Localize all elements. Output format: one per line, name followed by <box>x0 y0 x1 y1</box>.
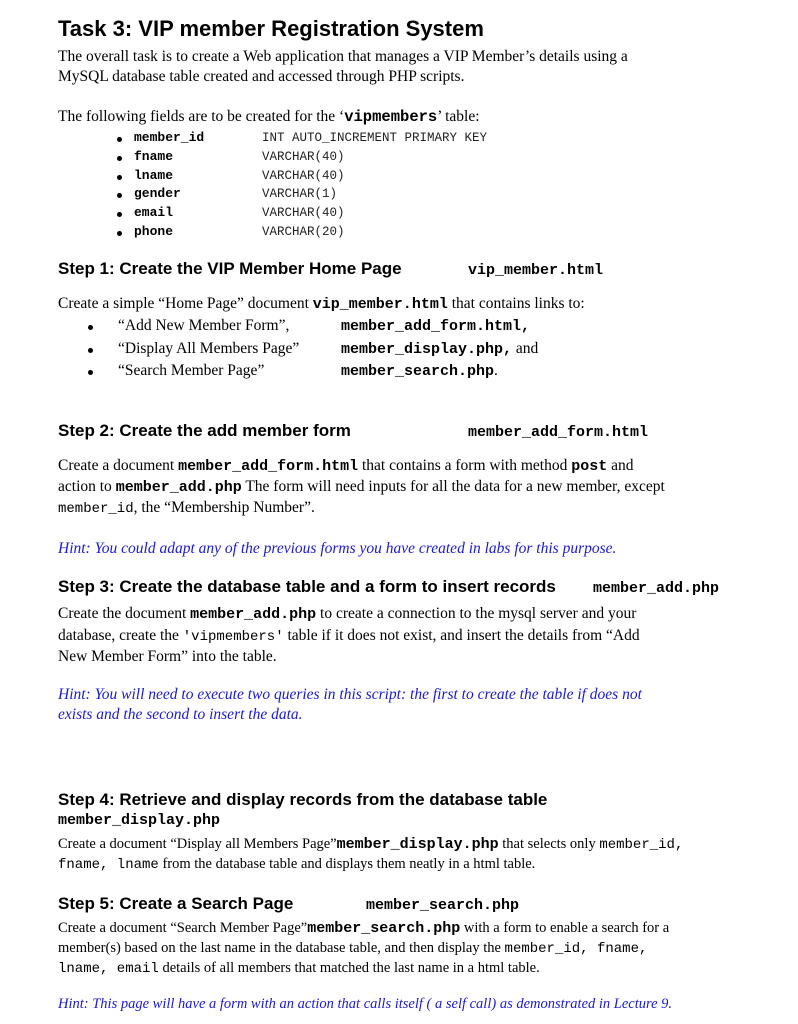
field-type: INT AUTO_INCREMENT PRIMARY KEY <box>262 131 488 145</box>
step5-line-2: member(s) based on the last name in the database table, and then display the member_id, fname, <box>58 940 648 957</box>
intro-line-1: The overall task is to create a Web application that manages a VIP Member’s details using a <box>58 48 628 65</box>
step3-file: member_add.php <box>593 580 720 597</box>
bullet-icon <box>117 193 122 198</box>
bullet-icon <box>88 325 93 330</box>
step3-line-3: New Member Form” into the table. <box>58 648 277 665</box>
step5-hint: Hint: This page will have a form with an action that calls itself ( a self call) as demonstrated in Lecture 9. <box>58 996 673 1012</box>
step2-line-3: member_id, the “Membership Number”. <box>58 499 315 517</box>
link-file: member_add_form.html, <box>341 318 531 335</box>
step4-file: member_display.php <box>58 812 221 829</box>
bullet-icon <box>117 231 122 236</box>
field-type: VARCHAR(40) <box>262 150 345 164</box>
bullet-icon <box>88 348 93 353</box>
step4-line-1: Create a document “Display all Members Page”member_display.php that selects only member_id, <box>58 836 684 853</box>
step2-file: member_add_form.html <box>468 424 649 441</box>
step5-line-3: lname, email details of all members that matched the last name in a html table. <box>58 960 540 977</box>
field-type: VARCHAR(20) <box>262 225 345 239</box>
link-file: member_search.php. <box>341 362 498 380</box>
fields-intro: The following fields are to be created for the ‘vipmembers’ table: <box>58 108 480 126</box>
step4-heading: Step 4: Retrieve and display records from the database table <box>58 790 548 809</box>
bullet-icon <box>117 137 122 142</box>
field-type: VARCHAR(40) <box>262 206 345 220</box>
field-name: gender <box>134 186 181 201</box>
bullet-icon <box>117 175 122 180</box>
step1-heading: Step 1: Create the VIP Member Home Page <box>58 259 402 278</box>
bullet-icon <box>88 370 93 375</box>
step3-heading: Step 3: Create the database table and a form to insert records <box>58 577 556 596</box>
step2-heading: Step 2: Create the add member form <box>58 421 351 440</box>
link-label: “Search Member Page” <box>118 362 265 379</box>
step5-line-1: Create a document “Search Member Page”member_search.php with a form to enable a search for a <box>58 920 670 937</box>
page-title: Task 3: VIP member Registration System <box>58 16 484 41</box>
link-file: member_display.php, and <box>341 340 539 358</box>
bullet-icon <box>117 156 122 161</box>
field-name: member_id <box>134 130 205 145</box>
bullet-icon <box>117 212 122 217</box>
intro-line-2: MySQL database table created and accessed through PHP scripts. <box>58 68 465 85</box>
step5-file: member_search.php <box>366 897 520 914</box>
step1-file: vip_member.html <box>468 262 604 279</box>
step2-line-1: Create a document member_add_form.html that contains a form with method post and <box>58 457 634 475</box>
field-name: lname <box>134 168 174 183</box>
field-type: VARCHAR(1) <box>262 187 338 201</box>
step2-hint: Hint: You could adapt any of the previous forms you have created in labs for this purpose. <box>58 540 617 557</box>
step3-hint-2: exists and the second to insert the data. <box>58 706 303 723</box>
step2-line-2: action to member_add.php The form will need inputs for all the data for a new member, except <box>58 478 665 496</box>
field-type: VARCHAR(40) <box>262 169 345 183</box>
step3-hint-1: Hint: You will need to execute two queries in this script: the first to create the table if does not <box>58 686 642 703</box>
link-label: “Display All Members Page” <box>118 340 300 357</box>
step3-line-1: Create the document member_add.php to create a connection to the mysql server and your <box>58 605 637 623</box>
table-name: vipmembers <box>344 108 438 126</box>
field-name: fname <box>134 149 174 164</box>
step1-text: Create a simple “Home Page” document vip_member.html that contains links to: <box>58 295 585 313</box>
step5-heading: Step 5: Create a Search Page <box>58 894 294 913</box>
field-name: phone <box>134 224 174 239</box>
step4-line-2: fname, lname from the database table and displays them neatly in a html table. <box>58 856 536 873</box>
field-name: email <box>134 205 174 220</box>
link-label: “Add New Member Form”, <box>118 317 290 334</box>
step3-line-2: database, create the 'vipmembers' table if it does not exist, and insert the details from “Add <box>58 627 640 645</box>
